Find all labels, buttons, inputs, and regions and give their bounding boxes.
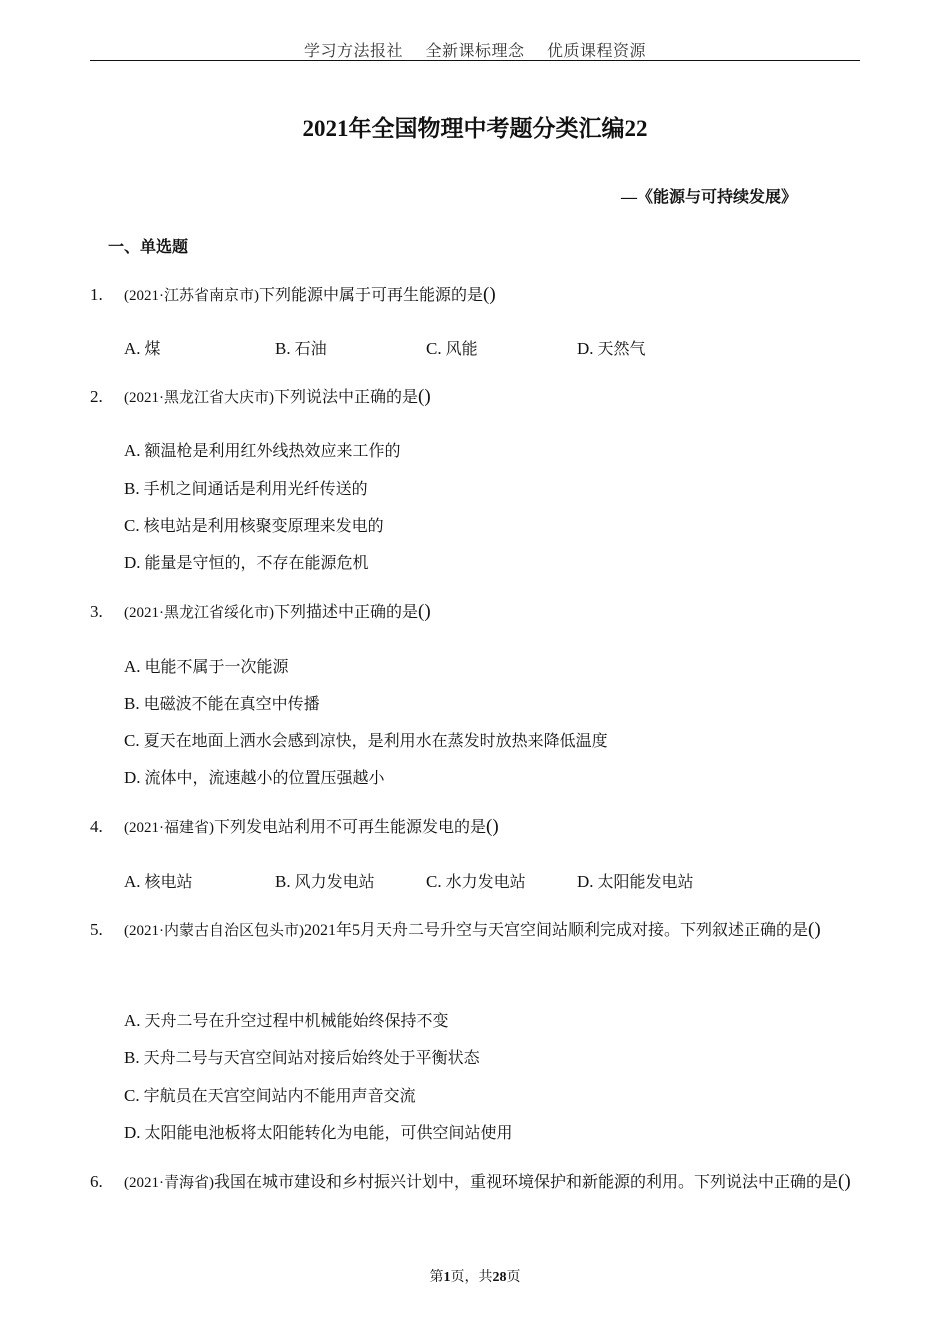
question-source: (2021·福建省) bbox=[124, 820, 214, 836]
option-b: B. 天舟二号与天宫空间站对接后始终处于平衡状态 bbox=[124, 1048, 480, 1067]
option-c: C. 水力发电站 bbox=[426, 872, 526, 891]
header-item: 全新课标理念 bbox=[425, 43, 525, 60]
section-heading: 一、单选题 bbox=[108, 239, 189, 256]
option-a: A. 天舟二号在升空过程中机械能始终保持不变 bbox=[124, 1011, 449, 1030]
option-d: D. 流体中，流速越小的位置压强越小 bbox=[124, 768, 385, 787]
question-text: 下列说法中正确的是 bbox=[274, 389, 419, 406]
answer-blank: () bbox=[418, 601, 431, 622]
question-stem bbox=[124, 808, 852, 847]
option-a: A. 电能不属于一次能源 bbox=[124, 657, 289, 676]
option-b: B. 电磁波不能在真空中传播 bbox=[124, 694, 320, 713]
option-b: B. 风力发电站 bbox=[275, 872, 375, 891]
question-number: 4. bbox=[90, 817, 103, 836]
question-stem bbox=[124, 911, 852, 950]
document-title: 2021年全国物理中考题分类汇编22 bbox=[302, 116, 648, 141]
option-c: C. 宇航员在天宫空间站内不能用声音交流 bbox=[124, 1086, 416, 1105]
question-source: (2021·内蒙古自治区包头市) bbox=[124, 923, 304, 939]
option-c: C. 核电站是利用核聚变原理来发电的 bbox=[124, 516, 384, 535]
option-a: A. 额温枪是利用红外线热效应来工作的 bbox=[124, 441, 401, 460]
option-b: B. 石油 bbox=[275, 339, 327, 358]
question-number: 1. bbox=[90, 285, 103, 304]
header-item: 学习方法报社 bbox=[303, 43, 403, 60]
question-number: 6. bbox=[90, 1172, 103, 1191]
page-number: 1 bbox=[443, 1270, 451, 1285]
header-divider bbox=[90, 60, 860, 61]
question-number: 2. bbox=[90, 387, 103, 406]
header-item: 优质课程资源 bbox=[547, 43, 647, 60]
answer-blank: () bbox=[838, 1171, 851, 1192]
option-d: D. 天然气 bbox=[577, 339, 646, 358]
answer-blank: () bbox=[808, 919, 821, 940]
answer-blank: () bbox=[418, 386, 431, 407]
question-text: 2021年5月天舟二号升空与天宫空间站顺利完成对接。下列叙述正确的是 bbox=[304, 922, 809, 939]
question-text: 下列发电站利用不可再生能源发电的是 bbox=[214, 819, 487, 836]
question-stem bbox=[124, 276, 852, 315]
page-header bbox=[0, 38, 950, 61]
page-footer: 第1页，共28页 bbox=[429, 1270, 521, 1285]
question-text: 下列描述中正确的是 bbox=[274, 604, 419, 621]
question-source: (2021·黑龙江省大庆市) bbox=[124, 390, 274, 406]
option-b: B. 手机之间通话是利用光纤传送的 bbox=[124, 479, 368, 498]
option-a: A. 煤 bbox=[124, 339, 161, 358]
option-a: A. 核电站 bbox=[124, 872, 193, 891]
answer-blank: () bbox=[483, 284, 496, 305]
option-d: D. 太阳能电池板将太阳能转化为电能，可供空间站使用 bbox=[124, 1123, 513, 1142]
question-stem bbox=[124, 378, 852, 417]
option-c: C. 风能 bbox=[426, 339, 478, 358]
question-text: 下列能源中属于可再生能源的是 bbox=[259, 287, 484, 304]
option-d: D. 能量是守恒的，不存在能源危机 bbox=[124, 553, 369, 572]
question-text: 我国在城市建设和乡村振兴计划中，重视环境保护和新能源的利用。下列说法中正确的是 bbox=[214, 1174, 839, 1191]
question-stem bbox=[124, 593, 852, 632]
page-total: 28 bbox=[492, 1270, 507, 1285]
question-source: (2021·青海省) bbox=[124, 1175, 214, 1191]
document-subtitle: —《能源与可持续发展》 bbox=[621, 189, 798, 206]
question-source: (2021·江苏省南京市) bbox=[124, 288, 259, 304]
option-c: C. 夏天在地面上洒水会感到凉快，是利用水在蒸发时放热来降低温度 bbox=[124, 731, 608, 750]
option-d: D. 太阳能发电站 bbox=[577, 872, 694, 891]
question-number: 3. bbox=[90, 602, 103, 621]
question-number: 5. bbox=[90, 920, 103, 939]
question-source: (2021·黑龙江省绥化市) bbox=[124, 605, 274, 621]
question-stem bbox=[124, 1163, 852, 1202]
answer-blank: () bbox=[486, 816, 499, 837]
